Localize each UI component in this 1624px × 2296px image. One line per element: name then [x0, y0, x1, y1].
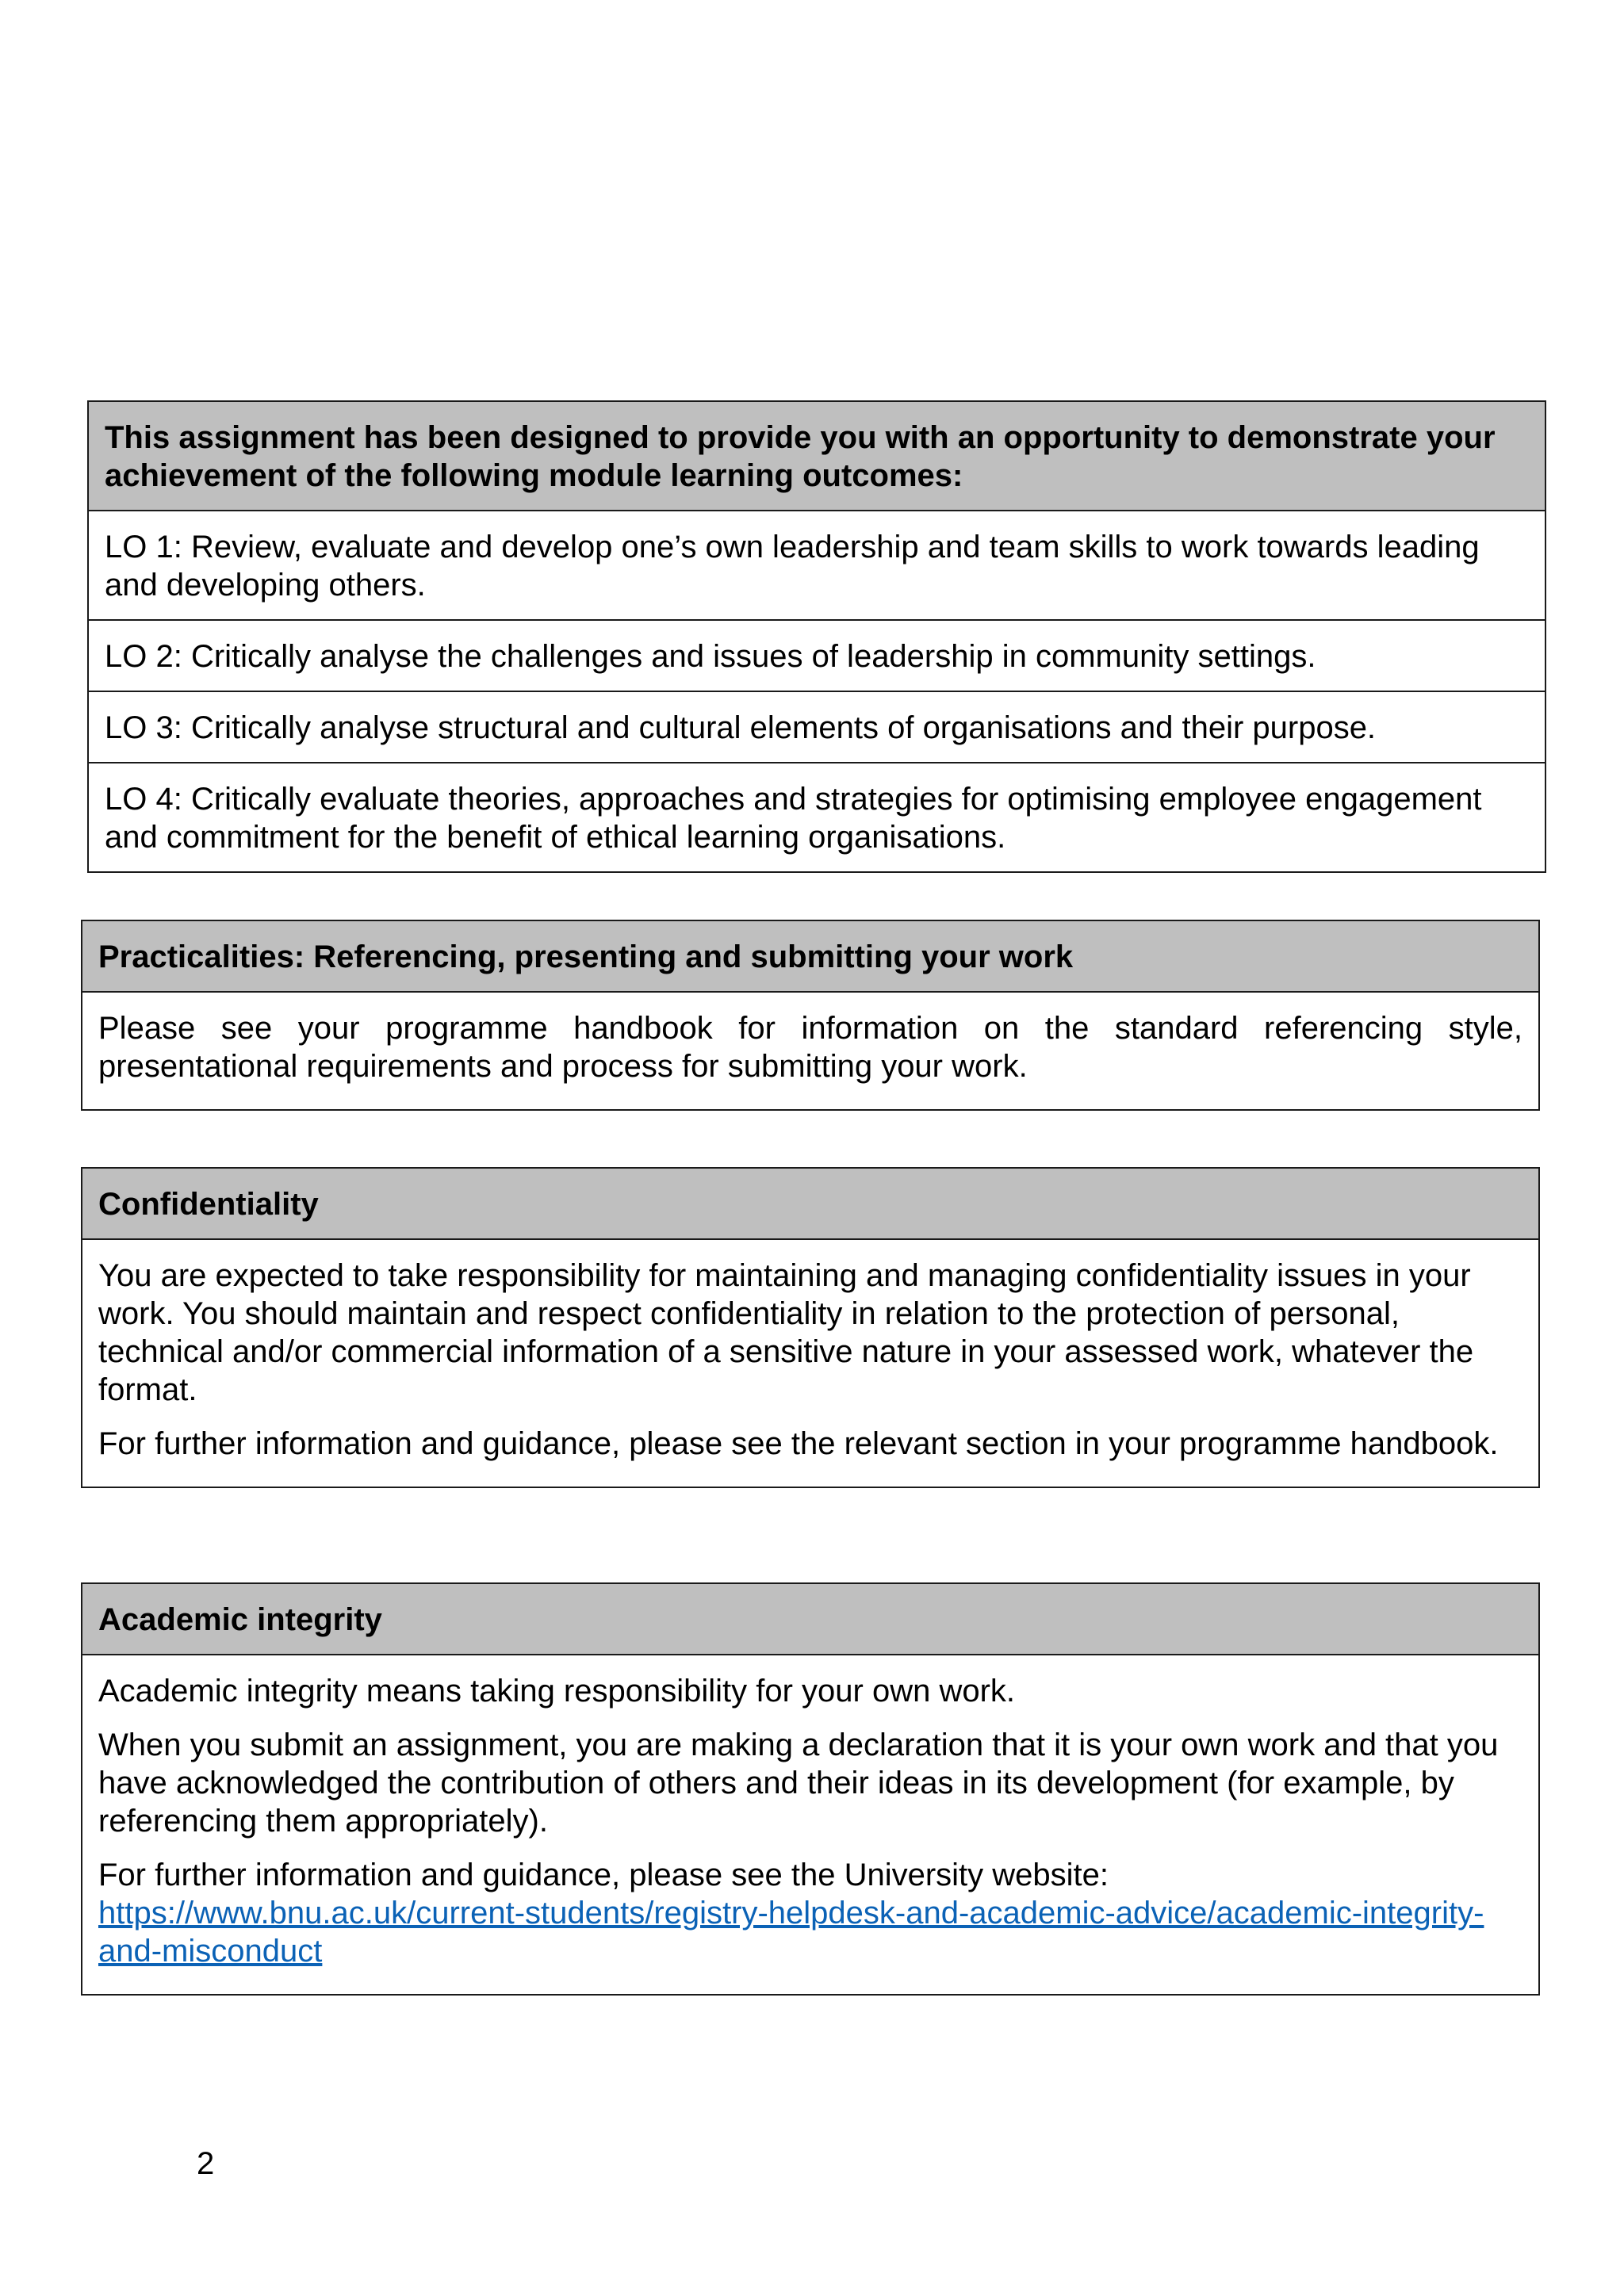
confidentiality-paragraph-2: For further information and guidance, please see the relevant section in your programme handbook.: [98, 1426, 1499, 1461]
academic-integrity-link[interactable]: https://www.bnu.ac.uk/current-students/registry-helpdesk-and-academic-advice/academic-integrity-and-misconduct: [98, 1896, 1484, 1969]
academic-integrity-heading: Academic integrity: [82, 1584, 1538, 1655]
academic-integrity-box: [81, 1582, 1540, 1996]
learning-outcome-4: LO 4: Critically evaluate theories, approaches and strategies for optimising employee engagement and commitment for the benefit of ethical learning organisations.: [105, 782, 1482, 855]
learning-outcome-3: LO 3: Critically analyse structural and cultural elements of organisations and their purpose.: [89, 692, 1545, 763]
academic-integrity-paragraph-2: When you submit an assignment, you are making a declaration that it is your own work and that you have acknowledged the contribution of others and their ideas in its development (for example, by referencing them appropriately).: [98, 1728, 1499, 1839]
learning-outcome-1: LO 1: Review, evaluate and develop one’s own leadership and team skills to work towards leading and developing others.: [89, 511, 1545, 621]
practicalities-text: Please see your programme handbook for information on the standard referencing style, presentational requirements and process for submitting your work.: [98, 1011, 1522, 1084]
academic-integrity-paragraph-3: [98, 1856, 1522, 1970]
practicalities-box: [81, 920, 1540, 1111]
learning-outcome-2: LO 2: Critically analyse the challenges and issues of leadership in community settings.: [89, 621, 1545, 692]
confidentiality-box: [81, 1167, 1540, 1488]
academic-integrity-website-text: For further information and guidance, please see the University website:: [98, 1858, 1109, 1892]
learning-outcomes-table: [87, 400, 1546, 873]
practicalities-heading: Practicalities: Referencing, presenting and submitting your work: [82, 921, 1538, 993]
page-number: 2: [197, 2146, 215, 2181]
confidentiality-heading: Confidentiality: [82, 1169, 1538, 1240]
academic-integrity-paragraph-1: Academic integrity means taking responsibility for your own work.: [98, 1674, 1016, 1709]
learning-outcomes-heading: This assignment has been designed to provide you with an opportunity to demonstrate your achievement of the following module learning outcomes:: [89, 402, 1545, 511]
confidentiality-paragraph-1: You are expected to take responsibility for maintaining and managing confidentiality issues in your work. You should maintain and respect confidentiality in relation to the protection of personal, technical and/or commercial information of a sensitive nature in your assessed work, whatever the format.: [98, 1258, 1474, 1407]
